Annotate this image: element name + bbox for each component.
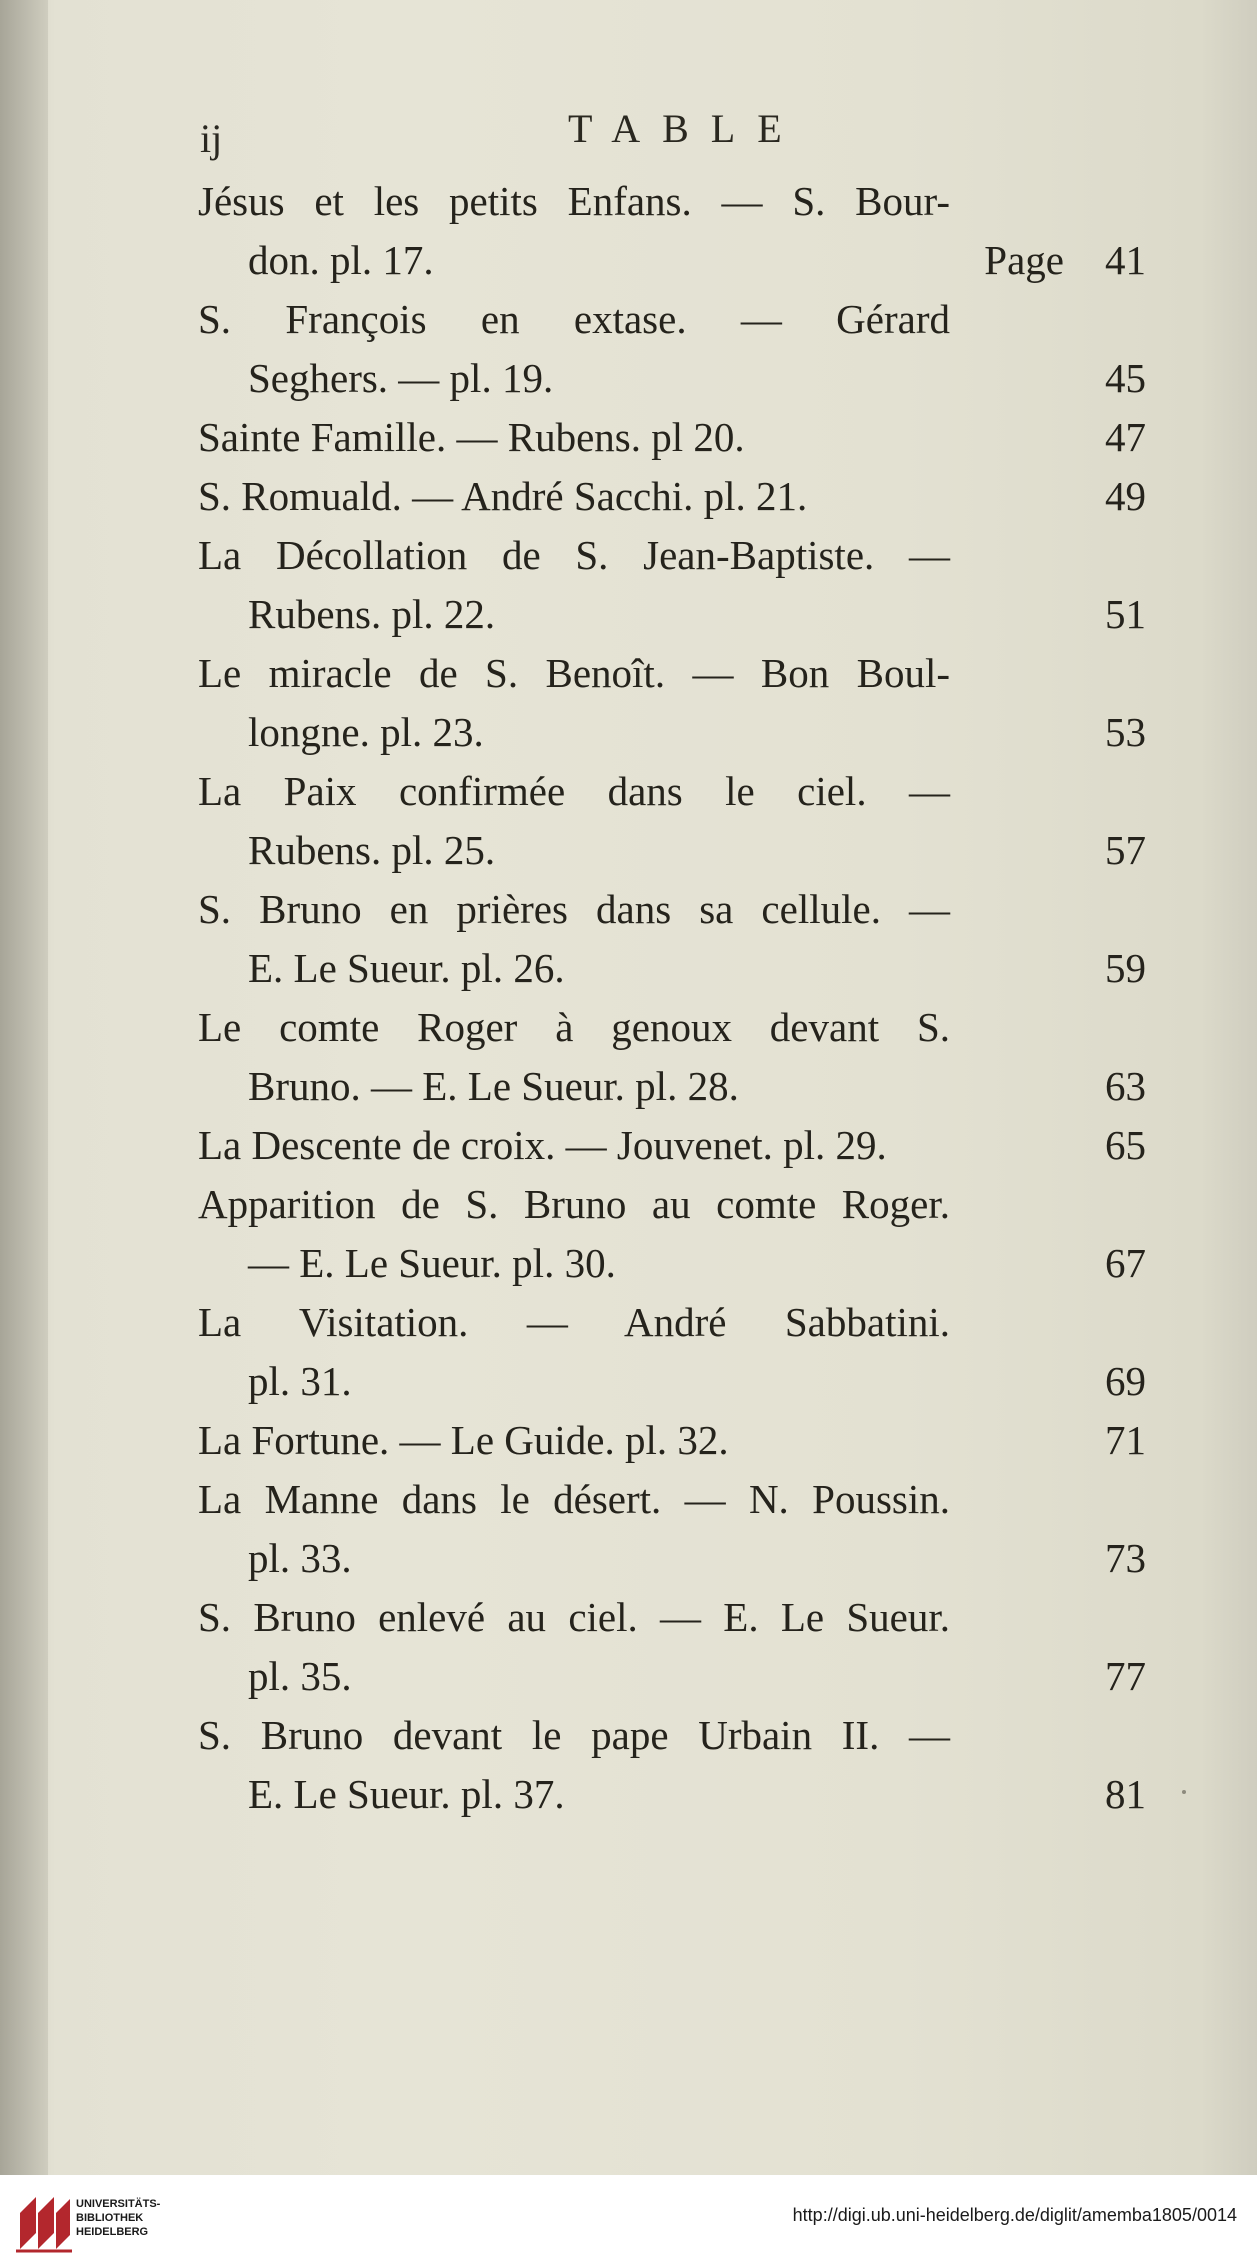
- toc-entry-title: S. François en extase. — Gérard: [198, 296, 950, 342]
- toc-entry-continuation: [198, 1765, 1146, 1824]
- toc-entry-line: [198, 1588, 1146, 1647]
- toc-page-number: 69: [1105, 1358, 1146, 1404]
- toc-entry-line: [198, 644, 1146, 703]
- library-name-line-3: HEIDELBERG: [76, 2226, 149, 2238]
- toc-entry-line: [198, 172, 1146, 231]
- toc-entry-credit: pl. 31.: [248, 1358, 352, 1404]
- library-name: [76, 2197, 160, 2239]
- toc-entry-credit: Rubens. pl. 22.: [248, 591, 496, 637]
- toc-entry-credit: Bruno. — E. Le Sueur. pl. 28.: [248, 1063, 739, 1109]
- toc-entry-title: Le miracle de S. Benoît. — Bon Boul-: [198, 650, 950, 696]
- toc-entry-title: La Manne dans le désert. — N. Poussin.: [198, 1476, 950, 1522]
- page-header: [0, 105, 1257, 165]
- toc-entry-line: [198, 1116, 1146, 1175]
- toc-entry-line: [198, 290, 1146, 349]
- toc-entry-line: [198, 1706, 1146, 1765]
- toc-entry-continuation: [198, 585, 1146, 644]
- toc-page-number: 63: [1105, 1063, 1146, 1109]
- toc-entry-line: [198, 526, 1146, 585]
- page-column-label: Page: [984, 237, 1064, 283]
- toc-entry-title: S. Romuald. — André Sacchi. pl. 21.: [198, 473, 808, 519]
- toc-entry-credit: don. pl. 17.: [248, 237, 434, 283]
- toc-entry-title: Le comte Roger à genoux devant S.: [198, 1004, 950, 1050]
- toc-entry-continuation: [198, 939, 1146, 998]
- toc-entry-line: [198, 1175, 1146, 1234]
- toc-entry-continuation: [198, 821, 1146, 880]
- toc-entry-continuation: [198, 1647, 1146, 1706]
- toc-entry-continuation: [198, 349, 1146, 408]
- binding-gutter-shadow: [0, 0, 48, 2175]
- paper-speck: [1182, 1790, 1186, 1794]
- toc-page-number: 53: [1105, 709, 1146, 755]
- toc-page-number: 51: [1105, 591, 1146, 637]
- toc-entry-line: [198, 1411, 1146, 1470]
- toc-page-number: 73: [1105, 1535, 1146, 1581]
- toc-entry-continuation: [198, 1234, 1146, 1293]
- running-head-title: TABLE: [568, 106, 804, 151]
- toc-page-number: 59: [1105, 945, 1146, 991]
- toc-page-number: 49: [1105, 473, 1146, 519]
- university-library-logo-icon: [14, 2189, 74, 2255]
- toc-entry-title: La Paix confirmée dans le ciel. —: [198, 768, 950, 814]
- toc-page-number: 65: [1105, 1122, 1146, 1168]
- toc-entry-title: La Visitation. — André Sabbatini.: [198, 1299, 950, 1345]
- library-name-line-2: BIBLIOTHEK: [76, 2212, 144, 2224]
- toc-entry-title: La Décollation de S. Jean-Baptiste. —: [198, 532, 950, 578]
- toc-entry-line: [198, 408, 1146, 467]
- toc-entry-credit: — E. Le Sueur. pl. 30.: [248, 1240, 616, 1286]
- toc-page-number: 81: [1105, 1771, 1146, 1817]
- toc-entry-credit: Seghers. — pl. 19.: [248, 355, 554, 401]
- toc-entry-continuation: [198, 231, 1146, 290]
- toc-entry-title: La Fortune. — Le Guide. pl. 32.: [198, 1417, 729, 1463]
- toc-entry-credit: pl. 35.: [248, 1653, 352, 1699]
- toc-entry-credit: E. Le Sueur. pl. 26.: [248, 945, 565, 991]
- toc-entry-credit: longne. pl. 23.: [248, 709, 484, 755]
- toc-entry-line: [198, 467, 1146, 526]
- toc-entry-credit: E. Le Sueur. pl. 37.: [248, 1771, 565, 1817]
- toc-page-number: 77: [1105, 1653, 1146, 1699]
- toc-entry-title: Jésus et les petits Enfans. — S. Bour-: [198, 178, 950, 224]
- toc-entry-line: [198, 1470, 1146, 1529]
- toc-entry-credit: Rubens. pl. 25.: [248, 827, 496, 873]
- toc-entry-line: [198, 880, 1146, 939]
- folio-number: ij: [200, 116, 223, 161]
- toc-entry-title: S. Bruno devant le pape Urbain II. —: [198, 1712, 950, 1758]
- toc-page-number: 67: [1105, 1240, 1146, 1286]
- toc-entry-title: S. Bruno enlevé au ciel. — E. Le Sueur.: [198, 1594, 950, 1640]
- table-of-contents: [198, 172, 1146, 1824]
- toc-entry-title: La Descente de croix. — Jouvenet. pl. 29.: [198, 1122, 887, 1168]
- viewer-footer: [0, 2175, 1257, 2268]
- toc-entry-line: [198, 762, 1146, 821]
- toc-entry-line: [198, 998, 1146, 1057]
- toc-page-number: 71: [1105, 1417, 1146, 1463]
- toc-entry-line: [198, 1293, 1146, 1352]
- toc-entry-title: Apparition de S. Bruno au comte Roger.: [198, 1181, 950, 1227]
- toc-entry-title: S. Bruno en prières dans sa cellule. —: [198, 886, 950, 932]
- toc-page-number: 47: [1105, 414, 1146, 460]
- toc-entry-continuation: [198, 1352, 1146, 1411]
- library-name-line-1: UNIVERSITÄTS-: [76, 2198, 161, 2210]
- toc-page-number: 57: [1105, 827, 1146, 873]
- toc-entry-credit: pl. 33.: [248, 1535, 352, 1581]
- toc-entry-continuation: [198, 1529, 1146, 1588]
- permalink-url[interactable]: http://digi.ub.uni-heidelberg.de/diglit/amemba1805/0014: [792, 2205, 1237, 2225]
- toc-entry-title: Sainte Famille. — Rubens. pl 20.: [198, 414, 745, 460]
- toc-entry-continuation: [198, 1057, 1146, 1116]
- toc-page-number: 45: [1105, 355, 1146, 401]
- toc-entry-continuation: [198, 703, 1146, 762]
- toc-page-number: 41: [1105, 237, 1146, 283]
